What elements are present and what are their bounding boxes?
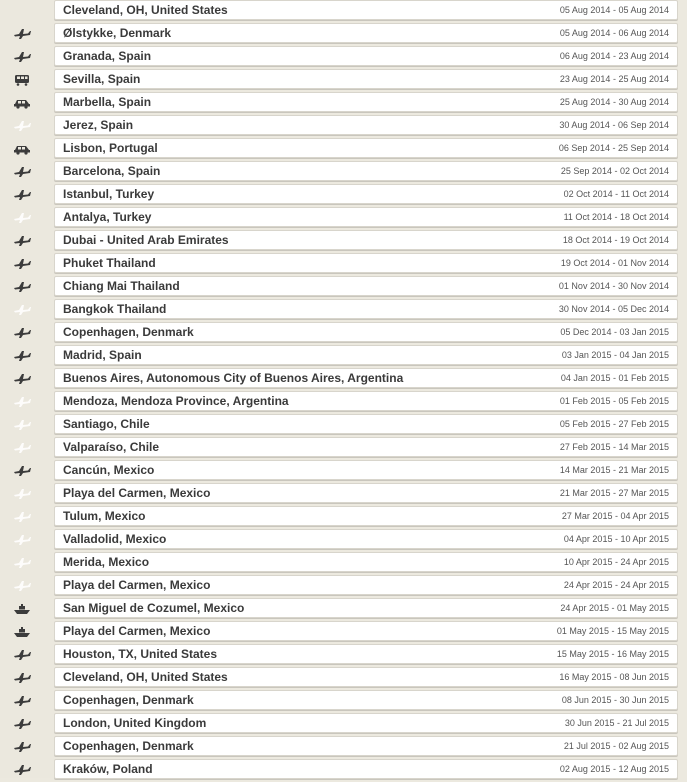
trip-city: Tulum, Mexico [63, 509, 146, 523]
faint-plane-icon [13, 488, 31, 500]
plane-icon [13, 695, 31, 707]
plane-icon [13, 718, 31, 730]
trip-dates: 05 Dec 2014 - 03 Jan 2015 [560, 327, 669, 337]
trip-card[interactable] [54, 138, 678, 158]
boat-icon [13, 603, 31, 615]
trip-row[interactable] [0, 575, 687, 598]
trip-row[interactable] [0, 161, 687, 184]
faint-plane-icon [13, 304, 31, 316]
trip-city: Playa del Carmen, Mexico [63, 486, 211, 500]
car-icon [13, 97, 31, 109]
trip-dates: 23 Aug 2014 - 25 Aug 2014 [559, 74, 669, 84]
trip-row[interactable] [0, 115, 687, 138]
trip-dates: 24 Apr 2015 - 24 Apr 2015 [563, 580, 669, 590]
trip-city: Merida, Mexico [63, 555, 150, 569]
trip-city: Kraków, Poland [63, 762, 153, 776]
faint-plane-icon [13, 419, 31, 431]
trip-row[interactable] [0, 46, 687, 69]
trip-card[interactable] [54, 161, 678, 181]
plane-icon [13, 465, 31, 477]
trip-row[interactable] [0, 414, 687, 437]
trip-card[interactable] [54, 69, 678, 89]
trip-dates: 05 Aug 2014 - 06 Aug 2014 [559, 28, 669, 38]
trip-card[interactable] [54, 598, 678, 618]
trip-card[interactable] [54, 621, 678, 641]
trip-card[interactable] [54, 115, 678, 135]
trip-dates: 05 Aug 2014 - 05 Aug 2014 [559, 5, 669, 15]
plane-icon [13, 373, 31, 385]
trip-card[interactable] [54, 391, 678, 411]
plane-icon [13, 764, 31, 776]
trip-card[interactable] [54, 276, 678, 296]
trip-dates: 27 Feb 2015 - 14 Mar 2015 [559, 442, 669, 452]
trip-city: San Miguel de Cozumel, Mexico [63, 601, 245, 615]
faint-plane-icon [13, 511, 31, 523]
trip-card[interactable] [54, 667, 678, 687]
faint-plane-icon [13, 396, 31, 408]
trip-card[interactable] [54, 230, 678, 250]
trip-city: Barcelona, Spain [63, 164, 161, 178]
trip-row[interactable] [0, 483, 687, 506]
trip-card[interactable] [54, 46, 678, 66]
trip-dates: 30 Nov 2014 - 05 Dec 2014 [558, 304, 669, 314]
trip-card[interactable] [54, 414, 678, 434]
trip-row[interactable] [0, 253, 687, 276]
trip-city: Jerez, Spain [63, 118, 134, 132]
trip-card[interactable] [54, 184, 678, 204]
trip-dates: 30 Aug 2014 - 06 Sep 2014 [559, 120, 669, 130]
trip-city: Cleveland, OH, United States [63, 670, 228, 684]
trip-city: Istanbul, Turkey [63, 187, 155, 201]
plane-icon [13, 51, 31, 63]
trip-dates: 02 Aug 2015 - 12 Aug 2015 [559, 764, 669, 774]
trip-card[interactable] [54, 207, 678, 227]
trip-dates: 19 Oct 2014 - 01 Nov 2014 [560, 258, 669, 268]
trip-dates: 27 Mar 2015 - 04 Apr 2015 [561, 511, 669, 521]
trip-dates: 06 Sep 2014 - 25 Sep 2014 [558, 143, 669, 153]
trip-row[interactable] [0, 391, 687, 414]
plane-icon [13, 189, 31, 201]
trip-row[interactable] [0, 437, 687, 460]
trip-row[interactable] [0, 621, 687, 644]
trip-city: Valladolid, Mexico [63, 532, 167, 546]
plane-icon [13, 350, 31, 362]
trip-row[interactable] [0, 736, 687, 759]
trip-card[interactable] [54, 506, 678, 526]
train-icon [13, 74, 31, 86]
trip-dates: 01 Feb 2015 - 05 Feb 2015 [559, 396, 669, 406]
trip-row[interactable] [0, 69, 687, 92]
trip-dates: 24 Apr 2015 - 01 May 2015 [560, 603, 669, 613]
trip-dates: 04 Jan 2015 - 01 Feb 2015 [560, 373, 669, 383]
faint-plane-icon [13, 212, 31, 224]
faint-plane-icon [13, 557, 31, 569]
trip-city: Marbella, Spain [63, 95, 152, 109]
trip-row[interactable] [0, 345, 687, 368]
trip-card[interactable] [54, 437, 678, 457]
trip-row[interactable] [0, 184, 687, 207]
trip-row[interactable] [0, 644, 687, 667]
trip-city: Cleveland, OH, United States [63, 3, 228, 17]
trip-card[interactable] [54, 368, 678, 388]
trip-dates: 25 Aug 2014 - 30 Aug 2014 [559, 97, 669, 107]
trip-dates: 03 Jan 2015 - 04 Jan 2015 [561, 350, 669, 360]
trip-card[interactable] [54, 644, 678, 664]
trip-card[interactable] [54, 253, 678, 273]
faint-plane-icon [13, 120, 31, 132]
trip-city: Phuket Thailand [63, 256, 156, 270]
faint-plane-icon [13, 442, 31, 454]
trip-dates: 21 Jul 2015 - 02 Aug 2015 [563, 741, 669, 751]
trip-city: Bangkok Thailand [63, 302, 167, 316]
trip-city: Chiang Mai Thailand [63, 279, 180, 293]
trip-city: Ølstykke, Denmark [63, 26, 172, 40]
trip-city: Buenos Aires, Autonomous City of Buenos Aires, Argentina [63, 371, 404, 385]
trip-row[interactable] [0, 759, 687, 782]
trip-row[interactable] [0, 0, 687, 23]
trip-row[interactable] [0, 368, 687, 391]
plane-icon [13, 166, 31, 178]
trip-dates: 06 Aug 2014 - 23 Aug 2014 [559, 51, 669, 61]
faint-plane-icon [13, 534, 31, 546]
trip-card[interactable] [54, 575, 678, 595]
trip-card[interactable] [54, 0, 678, 20]
trip-row[interactable] [0, 138, 687, 161]
plane-icon [13, 281, 31, 293]
trip-city: Sevilla, Spain [63, 72, 141, 86]
trip-card[interactable] [54, 713, 678, 733]
trip-dates: 04 Apr 2015 - 10 Apr 2015 [563, 534, 669, 544]
trip-dates: 18 Oct 2014 - 19 Oct 2014 [562, 235, 669, 245]
trip-city: Dubai - United Arab Emirates [63, 233, 229, 247]
trip-city: London, United Kingdom [63, 716, 207, 730]
trip-card[interactable] [54, 736, 678, 756]
trip-dates: 14 Mar 2015 - 21 Mar 2015 [559, 465, 669, 475]
trip-dates: 05 Feb 2015 - 27 Feb 2015 [559, 419, 669, 429]
trip-row[interactable] [0, 276, 687, 299]
trip-city: Valparaíso, Chile [63, 440, 160, 454]
trip-card[interactable] [54, 92, 678, 112]
trip-city: Houston, TX, United States [63, 647, 218, 661]
trip-city: Granada, Spain [63, 49, 152, 63]
trip-card[interactable] [54, 460, 678, 480]
plane-icon [13, 649, 31, 661]
trip-dates: 15 May 2015 - 16 May 2015 [556, 649, 669, 659]
trip-row[interactable] [0, 230, 687, 253]
trip-city: Copenhagen, Denmark [63, 693, 194, 707]
trip-city: Copenhagen, Denmark [63, 325, 194, 339]
trip-row[interactable] [0, 713, 687, 736]
trip-city: Antalya, Turkey [63, 210, 152, 224]
trip-row[interactable] [0, 667, 687, 690]
trip-dates: 01 May 2015 - 15 May 2015 [556, 626, 669, 636]
trip-card[interactable] [54, 345, 678, 365]
trip-city: Playa del Carmen, Mexico [63, 578, 211, 592]
plane-icon [13, 672, 31, 684]
trip-dates: 30 Jun 2015 - 21 Jul 2015 [564, 718, 669, 728]
trip-city: Madrid, Spain [63, 348, 142, 362]
trip-card[interactable] [54, 690, 678, 710]
none-icon [13, 5, 31, 17]
boat-icon [13, 626, 31, 638]
trip-row[interactable] [0, 92, 687, 115]
plane-icon [13, 741, 31, 753]
trip-row[interactable] [0, 529, 687, 552]
trip-row[interactable] [0, 207, 687, 230]
trip-row[interactable] [0, 299, 687, 322]
trip-dates: 10 Apr 2015 - 24 Apr 2015 [563, 557, 669, 567]
trip-city: Playa del Carmen, Mexico [63, 624, 211, 638]
trip-card[interactable] [54, 322, 678, 342]
trip-city: Mendoza, Mendoza Province, Argentina [63, 394, 289, 408]
trip-row[interactable] [0, 460, 687, 483]
trip-row[interactable] [0, 23, 687, 46]
trip-row[interactable] [0, 322, 687, 345]
trip-city: Cancún, Mexico [63, 463, 155, 477]
trip-row[interactable] [0, 598, 687, 621]
plane-icon [13, 258, 31, 270]
trip-card[interactable] [54, 483, 678, 503]
trip-dates: 21 Mar 2015 - 27 Mar 2015 [559, 488, 669, 498]
trip-city: Copenhagen, Denmark [63, 739, 194, 753]
trip-card[interactable] [54, 23, 678, 43]
plane-icon [13, 327, 31, 339]
trip-city: Santiago, Chile [63, 417, 150, 431]
car-icon [13, 143, 31, 155]
faint-plane-icon [13, 580, 31, 592]
plane-icon [13, 28, 31, 40]
trip-dates: 01 Nov 2014 - 30 Nov 2014 [558, 281, 669, 291]
plane-icon [13, 235, 31, 247]
trip-card[interactable] [54, 552, 678, 572]
trip-row[interactable] [0, 552, 687, 575]
trip-row[interactable] [0, 506, 687, 529]
trip-dates: 16 May 2015 - 08 Jun 2015 [559, 672, 669, 682]
trip-card[interactable] [54, 759, 678, 779]
trip-dates: 08 Jun 2015 - 30 Jun 2015 [561, 695, 669, 705]
trip-row[interactable] [0, 690, 687, 713]
trip-dates: 25 Sep 2014 - 02 Oct 2014 [560, 166, 669, 176]
trip-dates: 11 Oct 2014 - 18 Oct 2014 [563, 212, 669, 222]
trip-dates: 02 Oct 2014 - 11 Oct 2014 [563, 189, 669, 199]
trip-card[interactable] [54, 299, 678, 319]
trip-card[interactable] [54, 529, 678, 549]
trip-city: Lisbon, Portugal [63, 141, 158, 155]
